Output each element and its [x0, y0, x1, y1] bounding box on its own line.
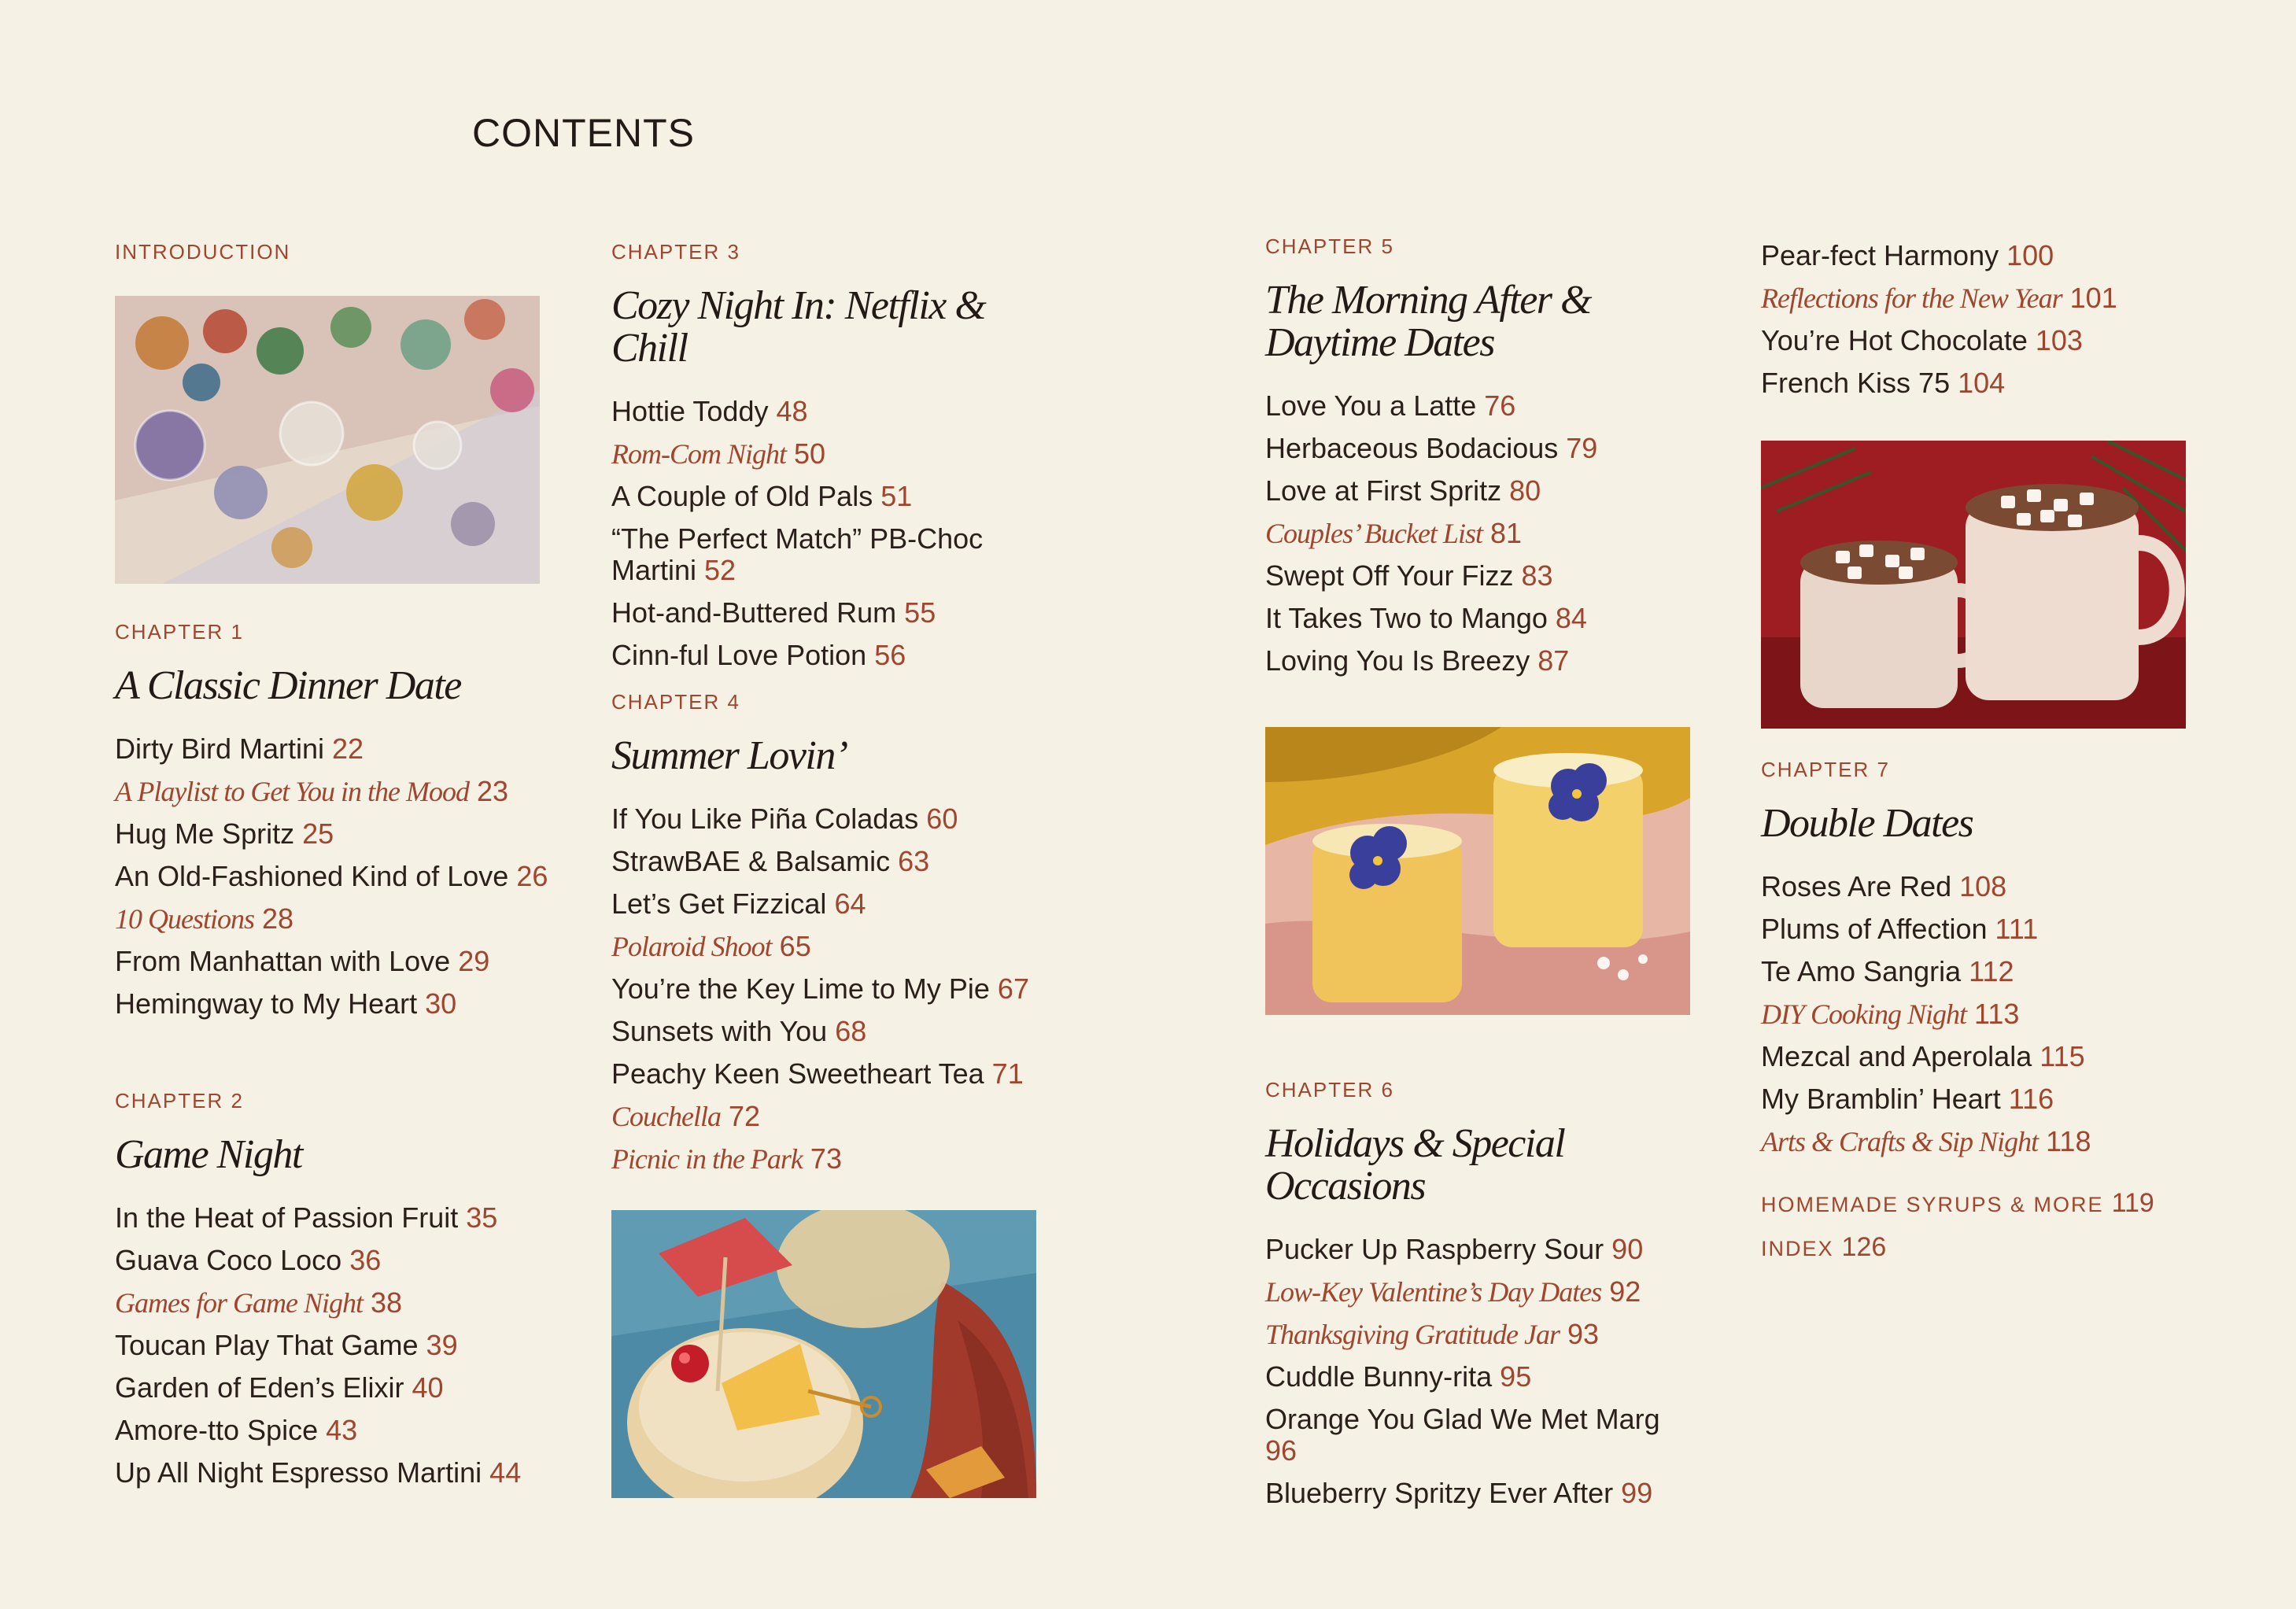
toc-entry[interactable]: My Bramblin’ Heart 116 — [1761, 1083, 2054, 1115]
toc-entry[interactable]: French Kiss 75 104 — [1761, 367, 2006, 399]
toc-entry[interactable]: Pucker Up Raspberry Sour 90 — [1265, 1233, 1644, 1265]
toc-entry[interactable]: Hug Me Spritz 25 — [115, 817, 334, 850]
toc-entry[interactable]: Loving You Is Breezy 87 — [1265, 644, 1570, 677]
chapter-6-label: CHAPTER 6 — [1265, 1078, 1394, 1102]
introduction-label: INTRODUCTION — [115, 240, 291, 264]
chapter-3-label: CHAPTER 3 — [611, 240, 740, 264]
back-matter — [1761, 1182, 2202, 1270]
chapter-7-items — [1761, 865, 2202, 1163]
chapter-3-title: Cozy Night In: Netflix & Chill — [611, 283, 986, 371]
toc-entry[interactable]: Dirty Bird Martini 22 — [115, 733, 364, 765]
toc-entry[interactable]: Hottie Toddy 48 — [611, 395, 808, 427]
toc-entry[interactable]: Thanksgiving Gratitude Jar 93 — [1265, 1318, 1600, 1350]
toc-entry[interactable]: Cuddle Bunny-rita 95 — [1265, 1360, 1532, 1393]
toc-entry[interactable]: Couchella 72 — [611, 1100, 761, 1132]
toc-entry[interactable]: In the Heat of Passion Fruit 35 — [115, 1201, 498, 1234]
toc-entry[interactable]: StrawBAE & Balsamic 63 — [611, 845, 930, 877]
chapter-1-items — [115, 728, 556, 1025]
chapter-6 — [1265, 1078, 1706, 1515]
chapter-4-label: CHAPTER 4 — [611, 690, 740, 714]
toc-entry[interactable]: Swept Off Your Fizz 83 — [1265, 559, 1553, 592]
toc-entry[interactable]: Love at First Spritz 80 — [1265, 474, 1541, 507]
chapter-5 — [1265, 234, 1706, 682]
toc-entry[interactable]: Let’s Get Fizzical 64 — [611, 888, 866, 920]
chapter-2-items — [115, 1197, 556, 1494]
toc-entry[interactable]: From Manhattan with Love 29 — [115, 945, 490, 977]
chapter-3-items — [611, 390, 1052, 677]
toc-entry[interactable]: A Couple of Old Pals 51 — [611, 480, 913, 512]
chapter-6-continued — [1761, 234, 2202, 404]
chapter-4-title: Summer Lovin’ — [611, 733, 847, 778]
photo-tropical-cocktail — [611, 1210, 1036, 1498]
chapter-5-items — [1265, 385, 1706, 682]
chapter-6-items — [1265, 1228, 1706, 1515]
toc-entry[interactable]: Herbaceous Bodacious 79 — [1265, 432, 1598, 464]
toc-entry[interactable]: DIY Cooking Night 113 — [1761, 998, 2020, 1030]
chapter-2 — [115, 1089, 556, 1494]
toc-entry-syrups[interactable]: HOMEMADE SYRUPS & MORE 119 — [1761, 1188, 2154, 1218]
toc-entry[interactable]: Couples’ Bucket List 81 — [1265, 517, 1523, 549]
toc-entry[interactable]: Rom-Com Night 50 — [611, 437, 826, 470]
chapter-1 — [115, 620, 556, 1025]
chapter-7-label: CHAPTER 7 — [1761, 758, 1890, 781]
toc-entry[interactable]: Blueberry Spritzy Ever After 99 — [1265, 1477, 1653, 1509]
toc-entry[interactable]: Games for Game Night 38 — [115, 1286, 403, 1319]
toc-entry[interactable]: Cinn-ful Love Potion 56 — [611, 639, 906, 671]
toc-entry[interactable]: Plums of Affection 111 — [1761, 913, 2039, 945]
chapter-4 — [611, 690, 1052, 1180]
toc-entry[interactable]: Reflections for the New Year 101 — [1761, 282, 2117, 314]
toc-entry[interactable]: Orange You Glad We Met Marg 96 — [1265, 1403, 1660, 1467]
chapter-5-label: CHAPTER 5 — [1265, 234, 1394, 258]
chapter-5-title: The Morning After & Daytime Dates — [1265, 278, 1591, 365]
toc-entry[interactable]: Pear-fect Harmony 100 — [1761, 239, 2054, 271]
photo-hot-chocolate — [1761, 441, 2186, 729]
toc-entry[interactable]: You’re the Key Lime to My Pie 67 — [611, 972, 1029, 1005]
toc-entry[interactable]: Te Amo Sangria 112 — [1761, 955, 2014, 987]
toc-entry[interactable]: If You Like Piña Coladas 60 — [611, 803, 958, 835]
toc-entry[interactable]: Love You a Latte 76 — [1265, 389, 1516, 422]
chapter-2-label: CHAPTER 2 — [115, 1089, 244, 1113]
toc-entry[interactable]: Sunsets with You 68 — [611, 1015, 867, 1047]
toc-entry-index[interactable]: INDEX 126 — [1761, 1232, 1887, 1262]
chapter-2-title: Game Night — [115, 1132, 302, 1177]
toc-entry[interactable]: Polaroid Shoot 65 — [611, 930, 811, 962]
chapter-3 — [611, 240, 1052, 677]
toc-entry[interactable]: Roses Are Red 108 — [1761, 870, 2007, 902]
chapter-1-title: A Classic Dinner Date — [115, 663, 461, 708]
toc-entry[interactable]: Hemingway to My Heart 30 — [115, 987, 457, 1020]
photo-glassware — [115, 296, 540, 584]
toc-entry[interactable]: Arts & Crafts & Sip Night 118 — [1761, 1125, 2091, 1157]
toc-entry[interactable]: A Playlist to Get You in the Mood 23 — [115, 775, 509, 807]
chapter-1-label: CHAPTER 1 — [115, 620, 244, 644]
chapter-7-title: Double Dates — [1761, 801, 1973, 846]
chapter-4-items — [611, 798, 1052, 1180]
toc-entry[interactable]: “The Perfect Match” PB-Choc Martini 52 — [611, 522, 984, 586]
toc-entry[interactable]: Mezcal and Aperolala 115 — [1761, 1040, 2085, 1072]
chapter-7 — [1761, 758, 2202, 1270]
toc-entry[interactable]: Low-Key Valentine’s Day Dates 92 — [1265, 1275, 1641, 1308]
page-title: CONTENTS — [472, 111, 695, 155]
toc-entry[interactable]: Guava Coco Loco 36 — [115, 1244, 382, 1276]
toc-entry[interactable]: Amore-tto Spice 43 — [115, 1414, 358, 1446]
toc-entry[interactable]: You’re Hot Chocolate 103 — [1761, 324, 2083, 356]
toc-entry[interactable]: An Old-Fashioned Kind of Love 26 — [115, 860, 548, 892]
chapter-6-continued-items — [1761, 234, 2202, 404]
toc-entry[interactable]: Garden of Eden’s Elixir 40 — [115, 1371, 444, 1404]
toc-entry[interactable]: Picnic in the Park 73 — [611, 1142, 842, 1175]
toc-entry[interactable]: Toucan Play That Game 39 — [115, 1329, 458, 1361]
chapter-6-title: Holidays & Special Occasions — [1265, 1121, 1565, 1209]
toc-entry[interactable]: Hot-and-Buttered Rum 55 — [611, 596, 936, 629]
toc-entry[interactable]: 10 Questions 28 — [115, 902, 294, 935]
column-1 — [115, 240, 556, 285]
toc-entry[interactable]: Peachy Keen Sweetheart Tea 71 — [611, 1057, 1024, 1090]
photo-flower-cocktails — [1265, 727, 1690, 1015]
toc-entry[interactable]: It Takes Two to Mango 84 — [1265, 602, 1587, 634]
toc-entry[interactable]: Up All Night Espresso Martini 44 — [115, 1456, 522, 1489]
